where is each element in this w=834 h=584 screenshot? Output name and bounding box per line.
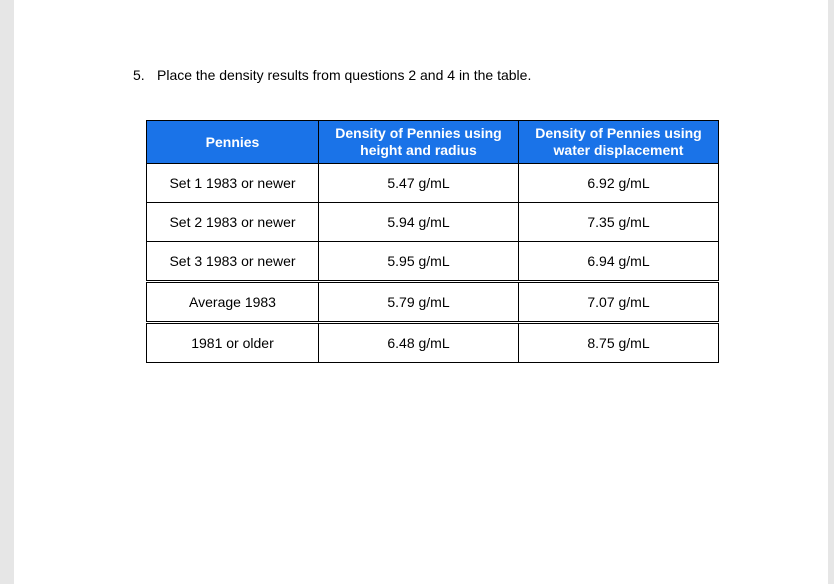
table-row [147, 282, 719, 323]
table-row [147, 323, 719, 363]
height-radius-value: 5.95 g/mL [319, 242, 519, 282]
row-label: Set 3 1983 or newer [147, 242, 319, 282]
question-text: Place the density results from questions 2 and 4 in the table. [157, 67, 532, 83]
row-label: Set 1 1983 or newer [147, 164, 319, 203]
header-pennies: Pennies [147, 121, 319, 164]
water-value: 6.94 g/mL [519, 242, 719, 282]
row-label: 1981 or older [147, 323, 319, 363]
row-label: Set 2 1983 or newer [147, 203, 319, 242]
table-row [147, 242, 719, 282]
height-radius-value: 6.48 g/mL [319, 323, 519, 363]
header-height-radius: Density of Pennies using height and radius [319, 121, 519, 164]
height-radius-value: 5.47 g/mL [319, 164, 519, 203]
water-value: 7.35 g/mL [519, 203, 719, 242]
height-radius-value: 5.94 g/mL [319, 203, 519, 242]
question-number: 5. [133, 67, 145, 83]
table-header-row [147, 121, 719, 164]
row-label: Average 1983 [147, 282, 319, 323]
water-value: 6.92 g/mL [519, 164, 719, 203]
header-water-displacement: Density of Pennies using water displacement [519, 121, 719, 164]
table-row [147, 203, 719, 242]
height-radius-value: 5.79 g/mL [319, 282, 519, 323]
density-table [146, 120, 719, 363]
document-page [14, 0, 828, 584]
water-value: 7.07 g/mL [519, 282, 719, 323]
table-row [147, 164, 719, 203]
question-5 [133, 67, 531, 83]
water-value: 8.75 g/mL [519, 323, 719, 363]
